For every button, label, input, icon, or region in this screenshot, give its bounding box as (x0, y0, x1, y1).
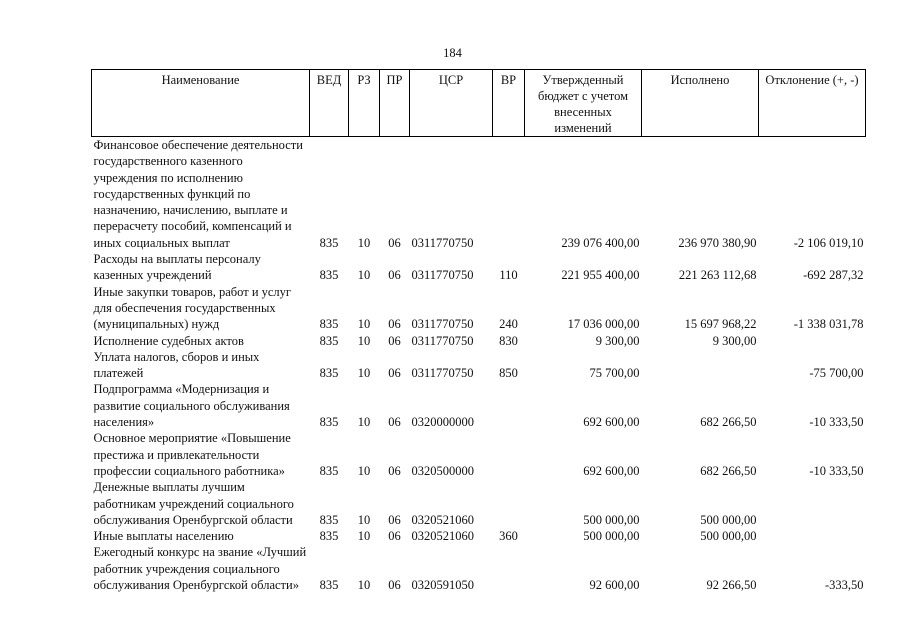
row-vr (493, 381, 525, 430)
row-pr: 06 (388, 268, 401, 283)
table-row (92, 544, 866, 593)
row-csr: 0320000000 (411, 415, 474, 430)
row-executed: 682 266,50 (700, 415, 757, 430)
row-rz: 10 (357, 463, 371, 478)
row-budget: 500 000,00 (583, 529, 640, 544)
table-row (92, 479, 866, 528)
row-csr: 0320521060 (411, 529, 474, 544)
row-executed: 92 266,50 (706, 578, 757, 593)
row-name: Финансовое обеспечение деятельности государственного казенного учреждения по исполнению государственных функций по назначению, начислению, выплате и перерасчету пособий, компенсаций и иных социальных выплат (93, 138, 303, 250)
table-row (92, 137, 866, 252)
row-pr: 06 (388, 235, 401, 250)
row-csr: 0320500000 (411, 463, 474, 478)
row-name: Основное мероприятие «Повышение престижа и привлекательности профессии социального работника» (93, 431, 291, 478)
row-deviation (759, 479, 866, 528)
row-budget: 92 600,00 (589, 578, 640, 593)
row-rz: 10 (357, 268, 371, 283)
row-deviation: -2 106 019,10 (793, 235, 864, 250)
row-vr (493, 430, 525, 479)
row-name: Расходы на выплаты персоналу казенных учреждений (93, 252, 261, 283)
row-name: Подпрограмма «Модернизация и развитие социального обслуживания населения» (93, 382, 290, 430)
row-deviation: -1 338 031,78 (793, 317, 864, 332)
row-vr (493, 544, 525, 593)
row-csr: 0320521060 (411, 512, 474, 527)
row-budget: 500 000,00 (583, 512, 640, 527)
row-ved: 835 (319, 578, 339, 593)
row-rz: 10 (357, 415, 371, 430)
row-pr: 06 (388, 512, 401, 527)
row-name: Иные выплаты населению (93, 529, 234, 544)
header-vr: ВР (493, 70, 525, 137)
row-pr: 06 (388, 578, 401, 593)
row-name: Уплата налогов, сборов и иных платежей (93, 349, 260, 381)
row-ved: 835 (319, 415, 339, 430)
row-deviation: -10 333,50 (809, 415, 864, 430)
header-csr: ЦСР (410, 70, 493, 137)
row-rz: 10 (357, 333, 371, 348)
row-vr (493, 137, 525, 252)
row-vr: 830 (499, 333, 518, 348)
header-row (92, 70, 866, 137)
row-name: Иные закупки товаров, работ и услуг для обеспечения государственных (муниципальных) нужд (93, 284, 292, 332)
row-vr (493, 479, 525, 528)
row-csr: 0311770750 (411, 268, 474, 283)
row-deviation: -692 287,32 (803, 268, 864, 283)
table-row (92, 251, 866, 284)
row-deviation: -333,50 (824, 578, 864, 593)
budget-table (91, 69, 866, 593)
row-deviation (759, 333, 866, 349)
row-executed: 15 697 968,22 (684, 317, 757, 332)
row-vr: 110 (499, 268, 518, 283)
row-pr: 06 (388, 366, 401, 381)
row-budget: 9 300,00 (595, 333, 640, 348)
row-executed: 236 970 380,90 (678, 235, 757, 250)
header-deviation: Отклонение (+, -) (759, 70, 866, 137)
row-name: Денежные выплаты лучшим работникам учреждений социального обслуживания Оренбургской области (93, 480, 294, 527)
row-budget: 221 955 400,00 (561, 268, 640, 283)
row-name: Исполнение судебных актов (93, 333, 244, 348)
row-executed: 500 000,00 (700, 512, 757, 527)
row-vr: 240 (499, 317, 518, 332)
row-csr: 0311770750 (411, 366, 474, 381)
row-rz: 10 (357, 578, 371, 593)
table-row (92, 333, 866, 349)
row-vr: 360 (499, 529, 518, 544)
table-row (92, 381, 866, 430)
row-pr: 06 (388, 415, 401, 430)
header-name: Наименование (92, 70, 310, 137)
row-pr: 06 (388, 529, 401, 544)
row-name: Ежегодный конкурс на звание «Лучший работник учреждения социального обслуживания Оренбургской области» (93, 545, 307, 593)
header-executed: Исполнено (642, 70, 759, 137)
row-executed: 682 266,50 (700, 463, 757, 478)
row-rz: 10 (357, 529, 371, 544)
row-ved: 835 (319, 268, 339, 283)
row-ved: 835 (319, 463, 339, 478)
row-rz: 10 (357, 512, 371, 527)
table-row (92, 349, 866, 382)
table-row (92, 528, 866, 544)
row-ved: 835 (319, 512, 339, 527)
header-budget: Утвержденный бюджет с учетом внесенных изменений (525, 70, 642, 137)
row-executed: 500 000,00 (700, 529, 757, 544)
row-pr: 06 (388, 463, 401, 478)
row-executed (642, 349, 759, 382)
row-ved: 835 (319, 333, 339, 348)
header-pr: ПР (380, 70, 410, 137)
header-rz: РЗ (349, 70, 380, 137)
row-csr: 0311770750 (411, 235, 474, 250)
row-executed: 221 263 112,68 (678, 268, 757, 283)
row-pr: 06 (388, 317, 401, 332)
row-deviation: -10 333,50 (809, 463, 864, 478)
row-budget: 692 600,00 (583, 415, 640, 430)
row-ved: 835 (319, 235, 339, 250)
row-deviation (759, 528, 866, 544)
row-csr: 0320591050 (411, 578, 474, 593)
row-rz: 10 (357, 235, 371, 250)
row-budget: 75 700,00 (589, 366, 640, 381)
row-ved: 835 (319, 317, 339, 332)
row-csr: 0311770750 (411, 333, 474, 348)
row-ved: 835 (319, 529, 339, 544)
table-row (92, 430, 866, 479)
page-number: 184 (443, 46, 462, 60)
row-budget: 239 076 400,00 (561, 235, 640, 250)
row-rz: 10 (357, 317, 371, 332)
row-executed: 9 300,00 (712, 333, 757, 348)
row-pr: 06 (388, 333, 401, 348)
row-rz: 10 (357, 366, 371, 381)
row-deviation: -75 700,00 (809, 366, 864, 381)
header-ved: ВЕД (310, 70, 349, 137)
table-row (92, 284, 866, 333)
row-budget: 692 600,00 (583, 463, 640, 478)
row-csr: 0311770750 (411, 317, 474, 332)
row-vr: 850 (499, 366, 518, 381)
row-ved: 835 (319, 366, 339, 381)
row-budget: 17 036 000,00 (567, 317, 640, 332)
